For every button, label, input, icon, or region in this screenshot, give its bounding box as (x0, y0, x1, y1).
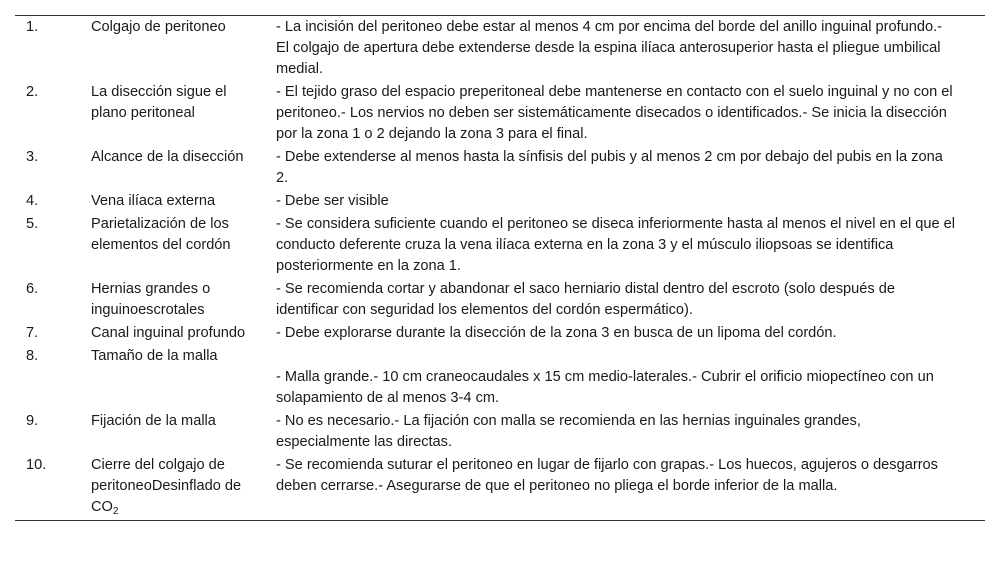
row-title-main: Cierre del colgajo de peritoneoDesinflado de CO (91, 457, 242, 515)
table-row (15, 454, 985, 520)
criteria-table (15, 16, 985, 520)
row-title: Hernias grandes o inguinoescrotales (91, 281, 211, 318)
row-number: 3. (26, 149, 39, 165)
row-description: - No es necesario.- La fijación con malla se recomienda en las hernias inguinales grandes, especialmente las directas. (276, 413, 861, 450)
row-number: 7. (26, 325, 39, 341)
row-title: Parietalización de los elementos del cordón (91, 216, 231, 253)
row-title: La disección sigue el plano peritoneal (91, 84, 227, 121)
row-number: 9. (26, 413, 39, 429)
table-row (15, 146, 985, 190)
table-row (15, 345, 985, 410)
row-description: - El tejido graso del espacio preperitoneal debe mantenerse en contacto con el suelo inguinal y no con el peritoneo.- Los nervios no deben ser sistemáticamente disecados o identificados.- Se inicia la disección por la zona 1 o 2 dejando la zona 3 para el final. (276, 84, 953, 142)
table-row (15, 16, 985, 81)
table-row (15, 81, 985, 146)
row-title: Canal inguinal profundo (91, 325, 246, 341)
row-description: - Se recomienda suturar el peritoneo en lugar de fijarlo con grapas.- Los huecos, agujeros o desgarros deben cerrarse.- Asegurarse de que el peritoneo no pliega el borde inferior de la malla. (276, 457, 938, 494)
row-description: - La incisión del peritoneo debe estar al menos 4 cm por encima del borde del anillo inguinal profundo.- El colgajo de apertura debe extenderse desde la espina ilíaca anterosuperior hasta el pliegue umbilical medial. (276, 19, 943, 77)
row-description: - Malla grande.- 10 cm craneocaudales x 15 cm medio-laterales.- Cubrir el orificio miopectíneo con un solapamiento de al menos 3-4 cm. (276, 369, 934, 406)
row-description: - Se recomienda cortar y abandonar el saco herniario distal dentro del escroto (solo después de identificar con seguridad los elementos del cordón espermático). (276, 281, 895, 318)
row-title-subscript: 2 (112, 506, 119, 517)
row-number: 10. (26, 457, 47, 473)
row-number: 4. (26, 193, 39, 209)
table-row (15, 410, 985, 454)
row-title: Tamaño de la malla (91, 348, 218, 364)
row-number: 1. (26, 19, 39, 35)
table-row (15, 278, 985, 322)
row-description: - Debe ser visible (276, 193, 389, 209)
row-description: - Debe explorarse durante la disección de la zona 3 en busca de un lipoma del cordón. (276, 325, 837, 341)
row-title: Vena ilíaca externa (91, 193, 216, 209)
row-number: 2. (26, 84, 39, 100)
row-title: Alcance de la disección (91, 149, 244, 165)
criteria-table-container (15, 15, 985, 521)
row-description: - Debe extenderse al menos hasta la sínfisis del pubis y al menos 2 cm por debajo del pubis en la zona 2. (276, 149, 943, 186)
row-description: - Se considera suficiente cuando el peritoneo se diseca inferiormente hasta al menos el nivel en el que el conducto deferente cruza la vena ilíaca externa en la zona 3 y el músculo iliopsoas se identifica posteriormente en la zona 1. (276, 216, 956, 274)
table-row (15, 322, 985, 345)
row-title: Fijación de la malla (91, 413, 216, 429)
row-number: 6. (26, 281, 39, 297)
row-number: 5. (26, 216, 39, 232)
row-number: 8. (26, 348, 39, 364)
row-title-text (91, 457, 241, 515)
table-row (15, 190, 985, 213)
table-row (15, 213, 985, 278)
row-title: Colgajo de peritoneo (91, 19, 226, 35)
row-title (91, 454, 276, 520)
